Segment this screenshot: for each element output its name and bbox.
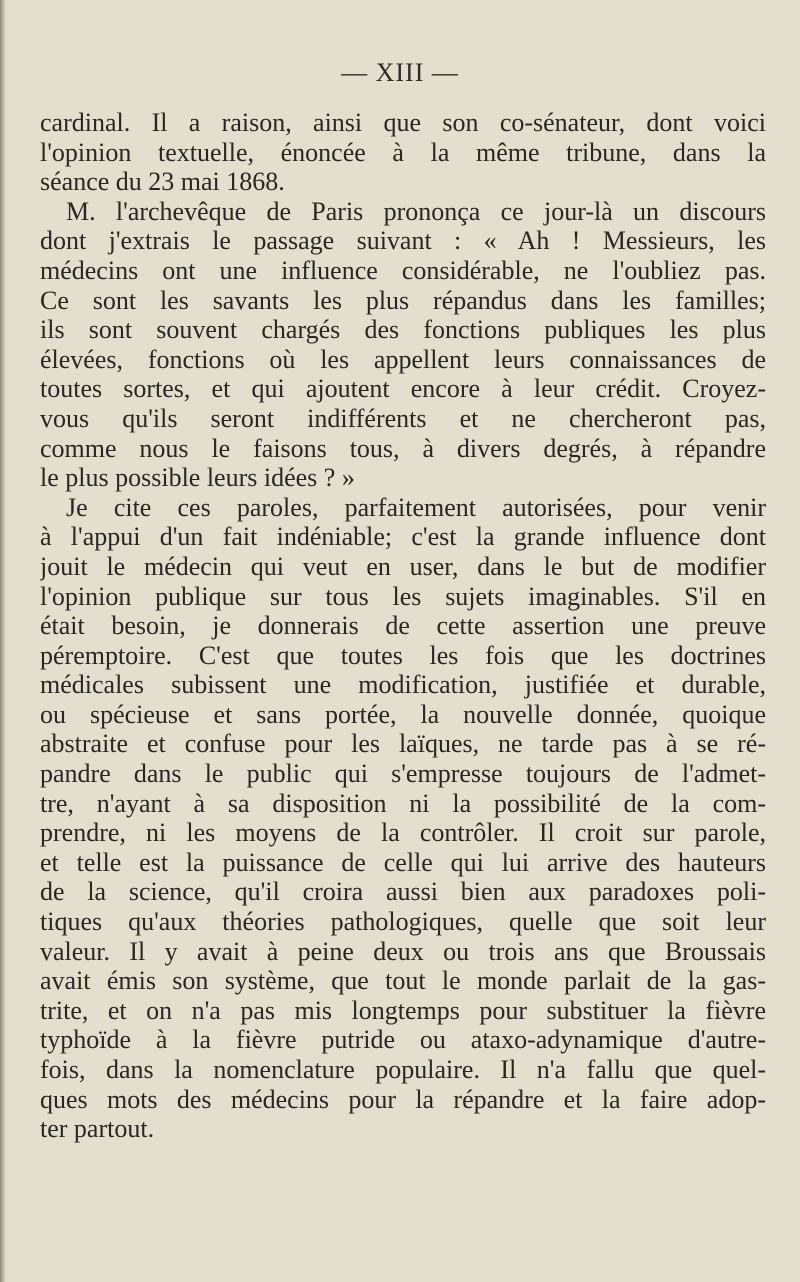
body-text (40, 108, 766, 1144)
text-line: trite, et on n'a pas mis longtemps pour substituer la fièvre (40, 995, 766, 1025)
text-line: Ce sont les savants les plus répandus dans les familles; (40, 285, 766, 315)
text-line: prendre, ni les moyens de la contrôler. Il croit sur parole, (40, 818, 766, 848)
text-line: valeur. Il y avait à peine deux ou trois ans que Broussais (40, 936, 766, 966)
text-line: de la science, qu'il croira aussi bien aux paradoxes poli- (40, 877, 766, 907)
text-line: tiques qu'aux théories pathologiques, quelle que soit leur (40, 907, 766, 937)
text-line: toutes sortes, et qui ajoutent encore à leur crédit. Croyez- (40, 374, 766, 404)
text-line: ques mots des médecins pour la répandre et la faire adop- (40, 1084, 766, 1114)
text-line: pandre dans le public qui s'empresse toujours de l'admet- (40, 759, 766, 789)
text-line: était besoin, je donnerais de cette assertion une preuve (40, 611, 766, 641)
text-line: comme nous le faisons tous, à divers degrés, à répandre (40, 433, 766, 463)
text-line: fois, dans la nomenclature populaire. Il n'a fallu que quel- (40, 1055, 766, 1084)
text-line: typhoïde à la fièvre putride ou ataxo-adynamique d'autre- (40, 1025, 766, 1055)
text-line: dont j'extrais le passage suivant : « Ah ! Messieurs, les (40, 226, 766, 256)
text-line: ou spécieuse et sans portée, la nouvelle donnée, quoique (40, 699, 766, 729)
text-line: élevées, fonctions où les appellent leurs connaissances de (40, 344, 766, 374)
page-binding-edge (0, 0, 6, 1282)
text-line: ils sont souvent chargés des fonctions publiques les plus (40, 315, 766, 345)
text-line: avait émis son système, que tout le monde parlait de la gas- (40, 966, 766, 996)
text-line: tre, n'ayant à sa disposition ni la possibilité de la com- (40, 788, 766, 818)
text-line: M. l'archevêque de Paris prononça ce jour-là un discours (66, 196, 766, 226)
text-line: péremptoire. C'est que toutes les fois que les doctrines (40, 640, 766, 670)
text-line: jouit le médecin qui veut en user, dans le but de modifier (40, 551, 766, 581)
text-line: à l'appui d'un fait indéniable; c'est la grande influence dont (40, 522, 766, 552)
text-line: ter partout. (40, 1114, 155, 1144)
text-line: cardinal. Il a raison, ainsi que son co-sénateur, dont voici (40, 108, 766, 137)
text-line: Je cite ces paroles, parfaitement autorisées, pour venir (66, 492, 766, 522)
text-line: et telle est la puissance de celle qui lui arrive des hauteurs (40, 847, 766, 877)
text-line: vous qu'ils seront indifférents et ne chercheront pas, (40, 403, 766, 433)
text-line: l'opinion textuelle, énoncée à la même tribune, dans la (40, 137, 766, 167)
text-line: médecins ont une influence considérable, ne l'oubliez pas. (40, 255, 766, 285)
text-line: le plus possible leurs idées ? » (40, 463, 355, 493)
page-number-header: — XIII — (341, 58, 459, 87)
text-line: l'opinion publique sur tous les sujets imaginables. S'il en (40, 581, 766, 611)
text-line: séance du 23 mai 1868. (40, 167, 285, 197)
text-line: abstraite et confuse pour les laïques, ne tarde pas à se ré- (40, 729, 766, 759)
text-line: médicales subissent une modification, justifiée et durable, (40, 670, 766, 700)
